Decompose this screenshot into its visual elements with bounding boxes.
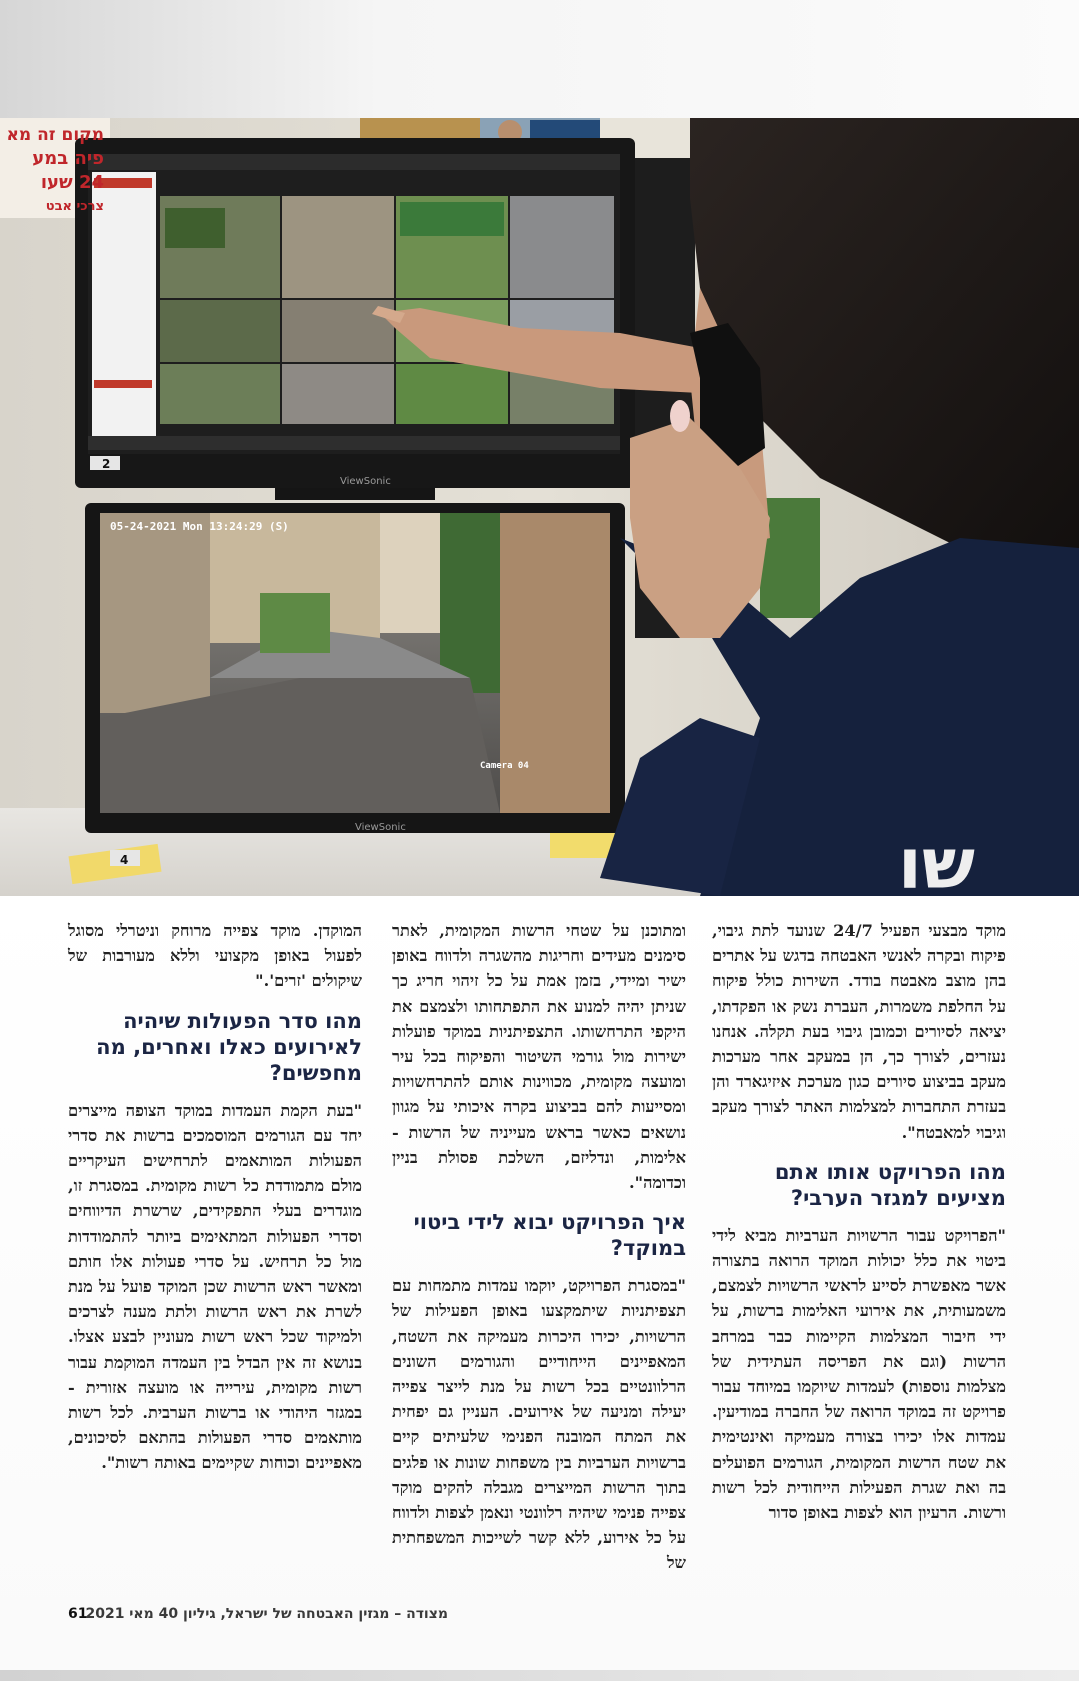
monitor-top-brand: ViewSonic — [340, 476, 391, 487]
bottom-margin — [0, 1670, 1079, 1681]
magazine-issue: מצודה – מגזין האבטחה של ישראל, גיליון 40 מאי 2021 — [85, 1606, 448, 1622]
paragraph: ומתוכנן על שטחי הרשות המקומית, לאתר סימנים מעידים וחריגות מהשגרה ולדווח באופן ישיר ומיידי, בזמן אמת על כל זיהוי חריג כך שניתן יהיה למנוע את התפתחותו ולצמצם את היקפי התרחשותו. התצפיתניות במוקד פועלות ישירות מול גורמי השיטור והפיקוח בכל עיר ומועצה מקומית, מכווינות אותם להתרחשויות ומסייעות להם בביצוע בקרה איכותי על מגוון נושאים כאשר בראש מעייניה של הרשות - אלימות, ונדליזם, השלכת פסולת בניין וכדומה". — [392, 921, 686, 1193]
question-heading: מהו סדר הפעולות שיהיה לאירועים כאלו ואחרים, מה מחפשים? — [96, 1008, 362, 1085]
shirt-lettering: שו — [897, 823, 975, 896]
paragraph: "בעת הקמת העמדות במוקד הצופה מייצרים יחד עם הגורמים המוסמכים ברשות את סדרי הפעולות המותאמים לתרחישים העיקריים מולם מתמודדת כל רשות מקומית. במסגרת זו, מוגדרים בעלי התפקידים, שרשרת הדיווחים וסדרי הפעולות המתאימים ביותר להתמודדות מול כל תרחיש. על סדרי פעולות אלו חותם ומאשר ראש הרשות שכן המוקד פועל על מנת לשרת את ראש הרשות ולתת מענה לצרכים ולמיקוד שכל ראש רשות מעוניין לבצע אצלו. בנושא זה אין הבדל בין העמדה המוקמת עבור רשות מקומית, עירייה או מועצה אזורית - במגזר היהודי או ברשות הערבית. לכל רשות מותאמים סדרי הפעולות בהתאם לסיכונים, מאפיינים וכוחות שקיימים באותה רשות". — [68, 1100, 362, 1473]
column-right — [712, 918, 1006, 1525]
question-heading: מהו הפרויקט אותו אתם מציעים למגזר הערבי? — [774, 1159, 1006, 1210]
paragraph: "הפרויקט עבור הרשויות הערביות מביא לידי ביטוי את כלל יכולות המוקד הרואה בתצורה אשר מאפשרת לסייע לראשי הרשויות לצמצם, משמעותית, את אירועי האלימות ברשות, על ידי חיבור המצלמות הקיימות כבר במרחב הרשות (וגם את הפריסה העתידית של מצלמות נוספות) לעמדות שיוקמו במיוחד עבור פרויקט זה במוקד הרואה של החברה במודיעין. עמדות אלו יכירו בצורה מעמיקה ואינטימית את שטח הרשות המקומית, הגורמים הפועלים בה ואת שגרת הפעילות הייחודית לכל רשות ורשות. הרעיון הוא לצפות באופן סדור — [712, 1225, 1006, 1523]
paragraph: מוקד מבצעי הפעיל 24/7 שנועד לתת גיבוי, פיקוח ובקרה לאנשי האבטחה בדגש על אתרים בהן מוצב מאבטח בודד. השירות כולל פיקוח על החלפת משמרות, העברת נשק או הפקדתו, יציאה לסיורים וכמובן גיבוי בעת תקלה. אנחנו נעזרים, לצורך כך, הן במעקב אחר מערכות מעקב בביצוע סיורים כגון מערכת איזיגארד והן בעזרת התחברות למצלמות האתר לצורך מעקב וגיבוי למאבטח". — [712, 921, 1006, 1142]
column-left — [68, 918, 362, 1476]
svg-text:מקום זה מא: מקום זה מא — [6, 125, 104, 145]
top-margin — [0, 0, 1079, 118]
svg-text:צרכי אבט: צרכי אבט — [45, 199, 104, 214]
question-heading: איך הפרויקט יבוא לידי ביטוי במוקד? — [413, 1210, 686, 1261]
monitor-bottom-number: 4 — [120, 853, 129, 867]
paragraph: המוקדן. מוקד צפייה מרוחק וניטרלי מסוגל לפעול באופן מקצועי וללא מעורבות של שיקולים 'זרים'." — [68, 921, 362, 991]
paragraph: "במסגרת הפרויקט, יוקמו עמדות מתמחות עם תצפיתניות שיתמקצעו באופן הפעילות של הרשויות, יכירו היכרות מעמיקה את השטח, המאפיינים הייחודיים והגורמים השונים הרלוונטיים בכל רשות על מנת לייצר צפייה יעילה ומניעה של אירועים. העניין גם יפחית את המתח המובנה הפנימי שלעיתים קיים ברשויות הערביות בין משפחות שונות או פלגים בתוך הרשות המייצרים מגבלה להקים מוקד צפייה פנימי שיהיה רלוונטי ונאמן לצפות ולדווח על כל אירוע, ללא קשר לשייכות המשפחתית של — [392, 1276, 686, 1573]
camera-name: Camera 04 — [480, 761, 529, 771]
security-control-room-photo — [0, 118, 1079, 896]
monitor-bottom-brand: ViewSonic — [355, 822, 406, 833]
page-footer — [68, 1606, 448, 1630]
svg-text:24 שעו: 24 שעו — [40, 172, 104, 193]
article-body — [0, 918, 1079, 1573]
article-photo — [0, 118, 1079, 896]
monitor-top-number: 2 — [102, 457, 111, 471]
column-middle — [392, 918, 686, 1576]
camera-timestamp: 05-24-2021 Mon 13:24:29 (S) — [110, 520, 289, 533]
svg-text:פיה במע: פיה במע — [32, 148, 104, 169]
page-number: 61 — [68, 1606, 88, 1622]
